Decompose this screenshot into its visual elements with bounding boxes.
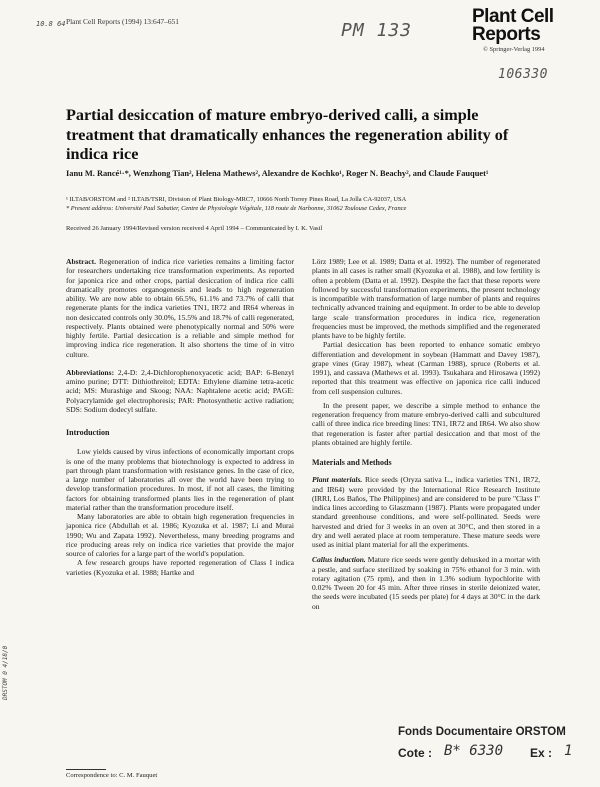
plant-materials-text: Rice seeds (Oryza sativa L., indica varieties TN1, IR72, and IR64) were provided by the International Rice Research Institute (IRRI, Los Baños, The Philippines) and are considered to be pure "Class I" indica lines according to Glaszmann (1987). Plants were propagated under standard greenhouse conditions, and were self-pollinated. Seeds were harvested and dried for 3 weeks in an oven at 30°C, and then stored in a dry and well aerated place at room temperature. These mature seeds were used as initial plant material for all the experiments. [312,475,540,549]
archive-number: 106330 [498,67,548,82]
present-paper-paragraph: In the present paper, we describe a simple method to enhance the regeneration frequency from mature embryo-derived calli and subcultured calli of three indica rice breeding lines: TN1, IR72 and IR64. We also show that regeneration is faster after partial desiccation and that most of the plants obtained are highly fertile. [312,400,540,447]
introduction-heading: Introduction [66,428,110,437]
author-list: Ianu M. Rancé¹·*, Wenzhong Tian², Helena Mathews², Alexandre de Kochko¹, Roger N. Beachy², and Claude Fauquet¹ [66,169,489,178]
handwritten-reference: PM 133 [341,20,413,41]
correspondence-footnote: Correspondence to: C. M. Fauquet [66,772,158,779]
journal-logo-line1: Plant Cell [472,6,554,27]
callus-induction-label: Callus induction. [312,555,366,565]
introduction-paragraph-2: Many laboratories are able to obtain high regeneration frequencies in japonica rice (Abdullah et al. 1986; Kyozuka et al. 1987; Li and Murai 1990; Wu and Zapata 1992). Nevertheless, many breeding programs and rice producing areas rely on indica rice varieties that provide the major source of calories for a large part of the world's population. [66,512,294,558]
affiliation: ¹ ILTAB/ORSTOM and ² ILTAB/TSRI, Division of Plant Biology-MRC7, 10666 North Torrey Pines Road, La Jolla CA-92037, USA [66,196,407,203]
introduction-paragraph-1: Low yields caused by virus infections of economically important crops is one of the many problems that biotechnology is expected to address in part through plant transformation with resistance genes. In the case of rice, a large number of laboratories all over the world have been trying to develop transformation procedures. In most, if not all cases, the limiting factors for obtaining transformed plants lies in the regeneration of plant material rather than the transformation procedure itself. [66,447,294,512]
right-column [312,257,540,611]
footnote-rule [66,769,106,770]
article-title: Partial desiccation of mature embryo-derived calli, a simple treatment that dramatically enhances the regeneration ability of indica rice [66,106,509,163]
archive-stamp [388,724,600,787]
journal-logo-line2: Reports [472,24,541,45]
callus-induction-text: Mature rice seeds were gently dehusked in a mortar with a pestle, and surface sterilized by soaking in 75% ethanol for 3 min. with rotary agitation (75 rpm), and then in 1.3% sodium hypochlorite with 0.02% Tween 20 for 45 min. After three rinses in sterile deionized water, the seeds were incubated (15 seeds per plate) for 4 days at 30°C in the dark on [312,555,540,611]
abbreviations-text: 2,4-D: 2,4-Dichlorophenoxyacetic acid; BAP: 6-Benzyl amino purine; DTT: Dithiothreitol; EDTA: Ethylene diamine tetra-acetic acid; MS: Murashige and Skoog; NAA: Naphtalene acetic acid; PAGE: Polyacrylamide gel electrophoresis; PAR: Photosynthetic active radiation; SDS: Sodium dodecyl sulfate. [66,367,294,414]
plant-materials-paragraph [312,475,540,549]
stamp-cote-label: Cote : [398,746,432,760]
abstract-label: Abstract. [66,257,96,266]
present-address: * Present address: Université Paul Sabatier, Centre de Physiologie Végétale, 118 route de Narbonne, 31062 Toulouse Cedex, France [66,205,407,212]
stamp-ex-label: Ex : [530,746,553,760]
corner-code: 10.8 64 [36,20,66,28]
abstract-paragraph [66,257,294,359]
abbreviations-paragraph [66,368,294,414]
methods-heading: Materials and Methods [312,458,392,467]
desiccation-paragraph: Partial desiccation has been reported to enhance somatic embryo differentiation and development in soybean (Hammatt and Davey 1987), grape vines (Gray 1987), wheat (Carman 1988), spruce (Roberts et al. 1991), and cassava (Mathews et al. 1993). Tsukahara and Hirosawa (1992) reported that this treatment was effective on japonica rice calli induced from cell suspension cultures. [312,340,540,396]
stamp-fonds: Fonds Documentaire ORSTOM [398,726,566,738]
stamp-ex-value: 1 [564,743,573,759]
vertical-archive-code: DRSTOM 0 4/18/0 [2,645,9,700]
stamp-cote-value: B* 6330 [444,743,504,759]
introduction-paragraph-3: A few research groups have reported regeneration of Class I indica varieties (Kyozuka et al. 1988; Hartke and [66,558,294,577]
abstract-text: Regeneration of indica rice varieties remains a limiting factor for researchers undertaking rice transformation experiments. As reported for japonica rice and other crops, partial desiccation of indica rice calli dramatically promotes organogenesis and leads to high regeneration ability. We are now able to obtain 66.5%, 61.1% and 73.7% of calli that regenerate plants for the indica varieties TN1, IR72 and IR64 whereas in non desiccated controls only 30.0%, 15.5% and 18.7% of calli regenerated, respectively. Plants obtained were phenotypically normal and 50% were highly fertile. Partial desiccation is a reliable and simple method for improving indica rice regeneration. It also shortens the time of in vitro culture. [66,257,295,359]
callus-induction-paragraph [312,555,540,611]
received-line: Received 26 January 1994/Revised version received 4 April 1994 – Communicated by I. K. Vasil [66,225,323,232]
copyright-line: © Springer-Verlag 1994 [483,46,545,53]
continued-paragraph: Lörz 1989; Lee et al. 1989; Datta et al. 1992). The number of regenerated plants in all cases is rather small (Kyozuka et al. 1988), and low fertility is often a problem (Datta et al. 1992). Despite the fact that these reports were followed by successful transformation experiments, the present technology is incompatible with transformation of large number of plants and requires technically advanced training and equipment. In order to be able to develop large scale transformation procedures in indica rice, regeneration frequencies must be improved, the methods simplified and the regenerated plants have to be highly fertile. [312,257,540,340]
journal-reference: Plant Cell Reports (1994) 13:647–651 [66,17,179,26]
plant-materials-label: Plant materials. [312,475,363,485]
abbreviations-label: Abbreviations: [66,367,115,377]
left-column [66,257,294,577]
